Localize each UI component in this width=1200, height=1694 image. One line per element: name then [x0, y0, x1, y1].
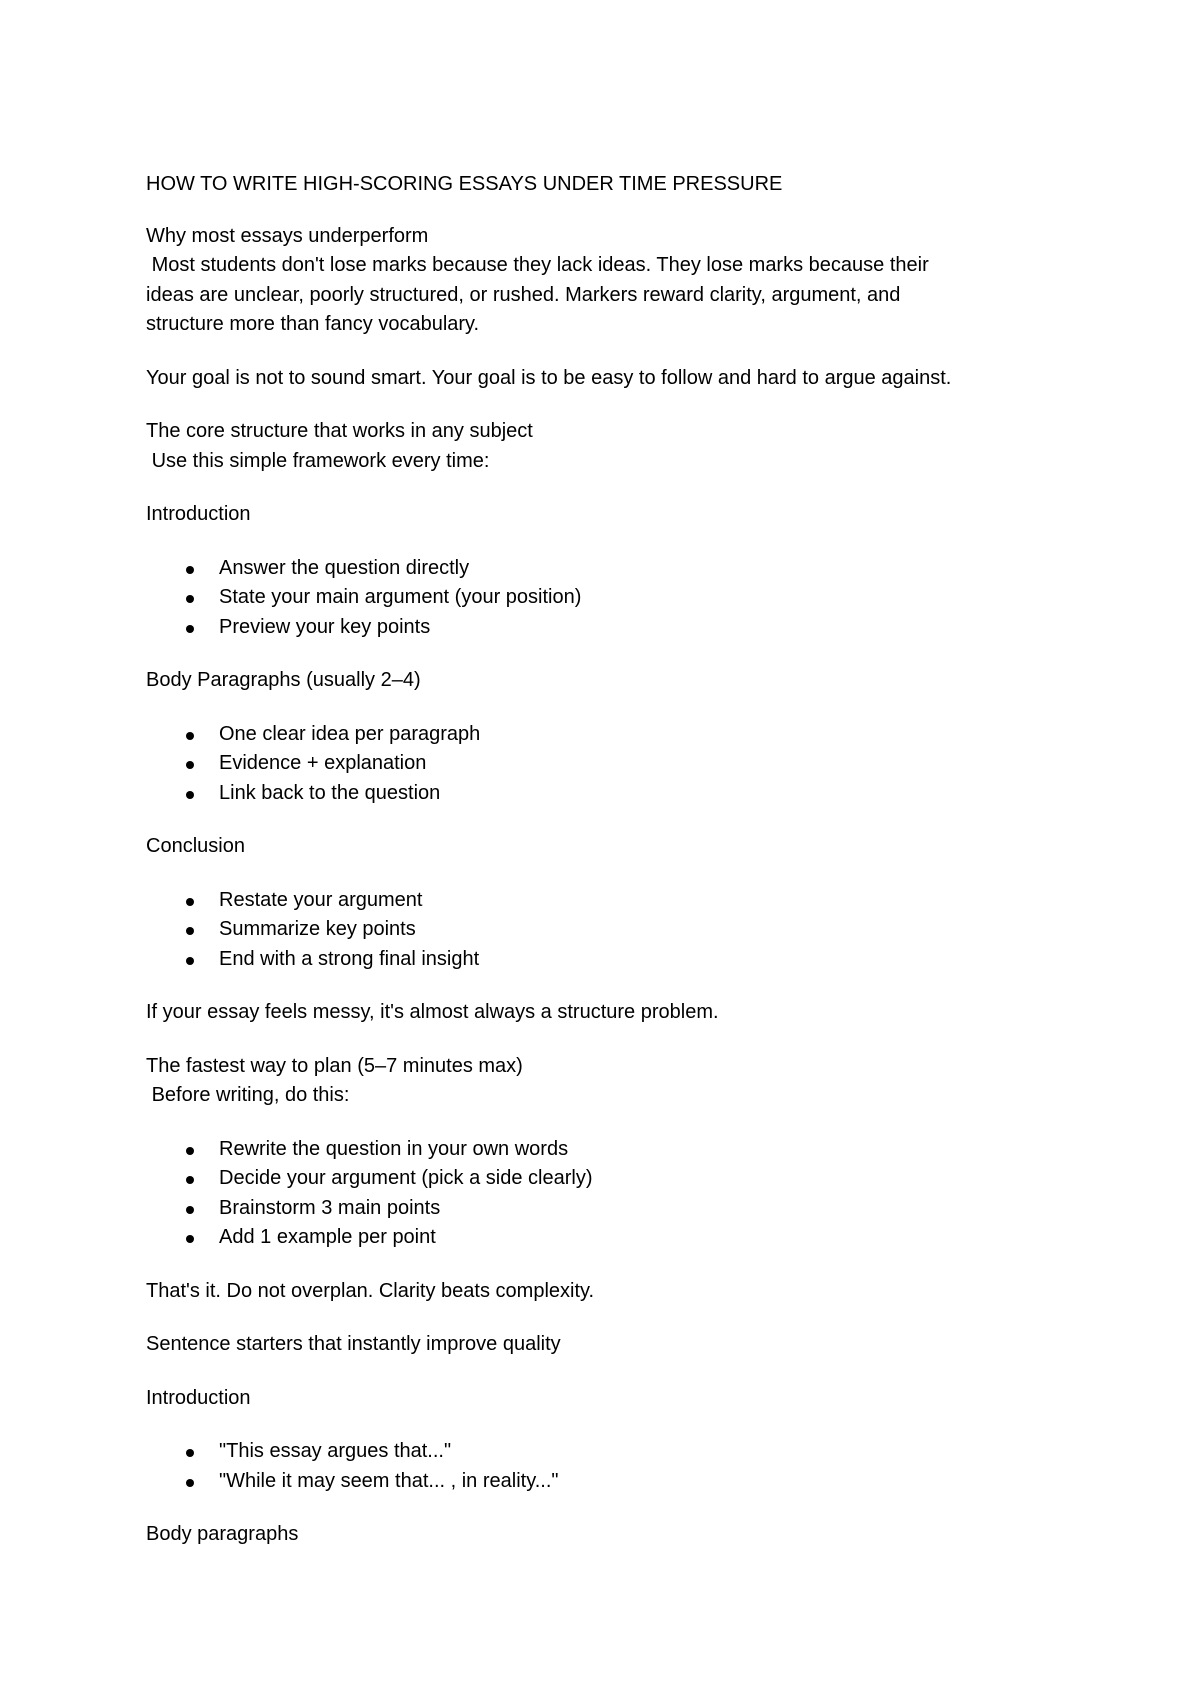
subheading-conclusion: Conclusion	[146, 835, 245, 857]
bullet-icon	[186, 1147, 194, 1155]
bullet-icon	[186, 625, 194, 633]
bullet-icon	[186, 566, 194, 574]
bullet-icon	[186, 1479, 194, 1487]
list-item: Rewrite the question in your own words	[146, 1135, 1076, 1165]
section-why-essays-underperform	[146, 222, 1076, 340]
body-paragraphs-list	[146, 720, 1076, 809]
section-core-structure	[146, 417, 1076, 476]
bullet-icon	[186, 927, 194, 935]
list-item: Answer the question directly	[146, 554, 1076, 584]
list-item: Add 1 example per point	[146, 1223, 1076, 1253]
introduction-list	[146, 554, 1076, 643]
list-item: State your main argument (your position)	[146, 583, 1076, 613]
bullet-icon	[186, 791, 194, 799]
bullet-icon	[186, 1449, 194, 1457]
bullet-icon	[186, 761, 194, 769]
list-item: Evidence + explanation	[146, 749, 1076, 779]
body-text-line: structure more than fancy vocabulary.	[146, 313, 480, 335]
bullet-icon	[186, 595, 194, 603]
introduction-starters-list	[146, 1437, 1076, 1496]
section-subtext: Use this simple framework every time:	[146, 449, 490, 472]
section-heading: The fastest way to plan (5–7 minutes max)	[146, 1054, 523, 1077]
subheading-body-paragraphs: Body Paragraphs (usually 2–4)	[146, 669, 421, 691]
section-heading: Why most essays underperform	[146, 224, 429, 247]
section-heading: The core structure that works in any subject	[146, 420, 533, 442]
list-item: "While it may seem that... , in reality..."	[146, 1467, 1076, 1497]
bullet-icon	[186, 898, 194, 906]
subheading-body-paragraphs-starters: Body paragraphs	[146, 1523, 299, 1545]
section-subtext: Before writing, do this:	[146, 1084, 350, 1106]
goal-statement: Your goal is not to sound smart. Your goal is to be easy to follow and hard to argue against.	[146, 366, 952, 389]
document-page	[146, 170, 1076, 1574]
section-fastest-plan	[146, 1052, 1076, 1111]
clarity-note: That's it. Do not overplan. Clarity beats complexity.	[146, 1279, 595, 1302]
bullet-icon	[186, 1176, 194, 1184]
list-item: Summarize key points	[146, 915, 1076, 945]
bullet-icon	[186, 1235, 194, 1243]
list-item: Preview your key points	[146, 613, 1076, 643]
list-item: One clear idea per paragraph	[146, 720, 1076, 750]
subheading-introduction-starters: Introduction	[146, 1386, 251, 1409]
bullet-icon	[186, 957, 194, 965]
list-item: End with a strong final insight	[146, 945, 1076, 975]
list-item: "This essay argues that..."	[146, 1437, 1076, 1467]
document-title: HOW TO WRITE HIGH-SCORING ESSAYS UNDER TIME PRESSURE	[146, 173, 783, 195]
structure-problem-note: If your essay feels messy, it's almost always a structure problem.	[146, 1001, 719, 1023]
subheading-introduction: Introduction	[146, 503, 251, 525]
list-item: Restate your argument	[146, 886, 1076, 916]
list-item: Brainstorm 3 main points	[146, 1194, 1076, 1224]
section-heading-sentence-starters: Sentence starters that instantly improve quality	[146, 1333, 561, 1355]
bullet-icon	[186, 1206, 194, 1214]
body-text-line: ideas are unclear, poorly structured, or rushed. Markers reward clarity, argument, and	[146, 283, 901, 306]
body-text-line: Most students don't lose marks because they lack ideas. They lose marks because their	[146, 254, 929, 276]
list-item: Decide your argument (pick a side clearly)	[146, 1164, 1076, 1194]
list-item: Link back to the question	[146, 779, 1076, 809]
bullet-icon	[186, 732, 194, 740]
conclusion-list	[146, 886, 1076, 975]
planning-list	[146, 1135, 1076, 1253]
